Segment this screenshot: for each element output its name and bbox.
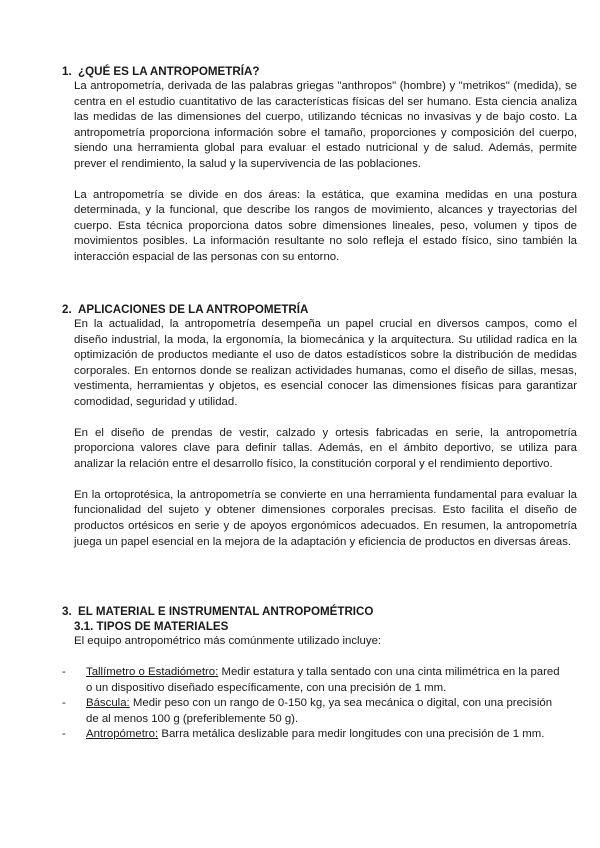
section-2-paragraph-1: En la actualidad, la antropometría desempeña un papel crucial en diversos campos, como el diseño industrial, la moda, la ergonomía, la biomecánica y la arquitectura. Su utilidad radica en la optimización de productos mediante el uso de datos estadísticos sobre la distribución de medidas corporales. En entornos donde se realizan actividades humanas, como el diseño de sillas, mesas, vestimenta, herramientas y objetos, es esencial conocer las dimensiones físicas para garantizar comodidad, seguridad y utilidad.: [74, 318, 577, 408]
section-3-heading: [62, 604, 577, 619]
list-item-term: Tallímetro o Estadiómetro:: [86, 666, 219, 679]
section-3-subtitle: 3.1. TIPOS DE MATERIALES: [74, 620, 229, 633]
section-3-title: EL MATERIAL E INSTRUMENTAL ANTROPOMÉTRICO: [78, 605, 374, 618]
list-item: [62, 727, 565, 743]
section-3-intro: El equipo antropométrico más comúnmente utilizado incluye:: [74, 635, 382, 647]
section-2-heading: [62, 302, 577, 317]
section-2-paragraph-3: En la ortoprotésica, la antropometría se convierte en una herramienta fundamental para evaluar la funcionalidad del sujeto y obtener dimensiones corporales precisas. Esto facilita el diseño de productos ortésicos en serie y de apoyos ergonómicos adecuados. En resumen, la antropometría juega un papel esencial en la mejora de la adaptación y eficiencia de productos en diversas áreas.: [74, 488, 577, 548]
list-item-term: Báscula:: [86, 697, 130, 710]
section-1-heading: [62, 64, 577, 79]
list-item: [62, 696, 565, 727]
section-1-paragraph-2: La antropometría se divide en dos áreas: la estática, que examina medidas en una postura determinada, y la funcional, que describe los rangos de movimiento, alcances y trayectorias del cuerpo. Esta técnica proporciona datos sobre dimensiones lineales, peso, volumen y tipos de movimientos posibles. La información resultante no solo refleja el estado físico, sino también la interacción espacial de las personas con su entorno.: [74, 188, 577, 263]
list-item: [62, 665, 565, 696]
section-2-title: APLICACIONES DE LA ANTROPOMETRÍA: [78, 303, 309, 316]
section-3: [62, 604, 577, 743]
materials-list: [62, 665, 577, 743]
list-item-text: Medir estatura y talla sentado con una cinta milimétrica en la pared o un dispositivo diseñado específicamente, con una precisión de 1 mm.: [86, 666, 560, 694]
section-2-paragraph-2: En el diseño de prendas de vestir, calzado y ortesis fabricadas en serie, la antropometría proporciona valores clave para definir tallas. Además, en el ámbito deportivo, se utiliza para analizar la relación entre el desarrollo físico, la constitución corporal y el rendimiento deportivo.: [74, 426, 577, 470]
section-2: [62, 302, 577, 550]
list-item-term: Antropómetro:: [86, 728, 159, 741]
section-1-number: 1.: [62, 65, 72, 78]
section-1-paragraph-1: La antropometría, derivada de las palabras griegas "anthropos" (hombre) y "metrikos" (medida), se centra en el estudio cuantitativo de las características físicas del ser humano. Esta ciencia analiza las medidas de las dimensiones del cuerpo, utilizando técnicas no invasivas y de bajo costo. La antropometría proporciona información sobre el tamaño, proporciones y composición del cuerpo, siendo una herramienta global para evaluar el estado nutricional y de salud. Además, permite prever el rendimiento, la salud y la supervivencia de las poblaciones.: [74, 80, 577, 170]
list-dash: -: [62, 666, 66, 679]
section-2-number: 2.: [62, 303, 72, 316]
list-item-text: Barra metálica deslizable para medir longitudes con una precisión de 1 mm.: [158, 728, 545, 741]
list-dash: -: [62, 697, 66, 710]
section-3-number: 3.: [62, 605, 72, 618]
list-dash: -: [62, 728, 66, 741]
section-1: [62, 64, 577, 266]
section-1-title: ¿QUÉ ES LA ANTROPOMETRÍA?: [78, 65, 260, 78]
list-item-text: Medir peso con un rango de 0-150 kg, ya sea mecánica o digital, con una precisión de al menos 100 g (preferiblemente 50 g).: [86, 697, 553, 725]
